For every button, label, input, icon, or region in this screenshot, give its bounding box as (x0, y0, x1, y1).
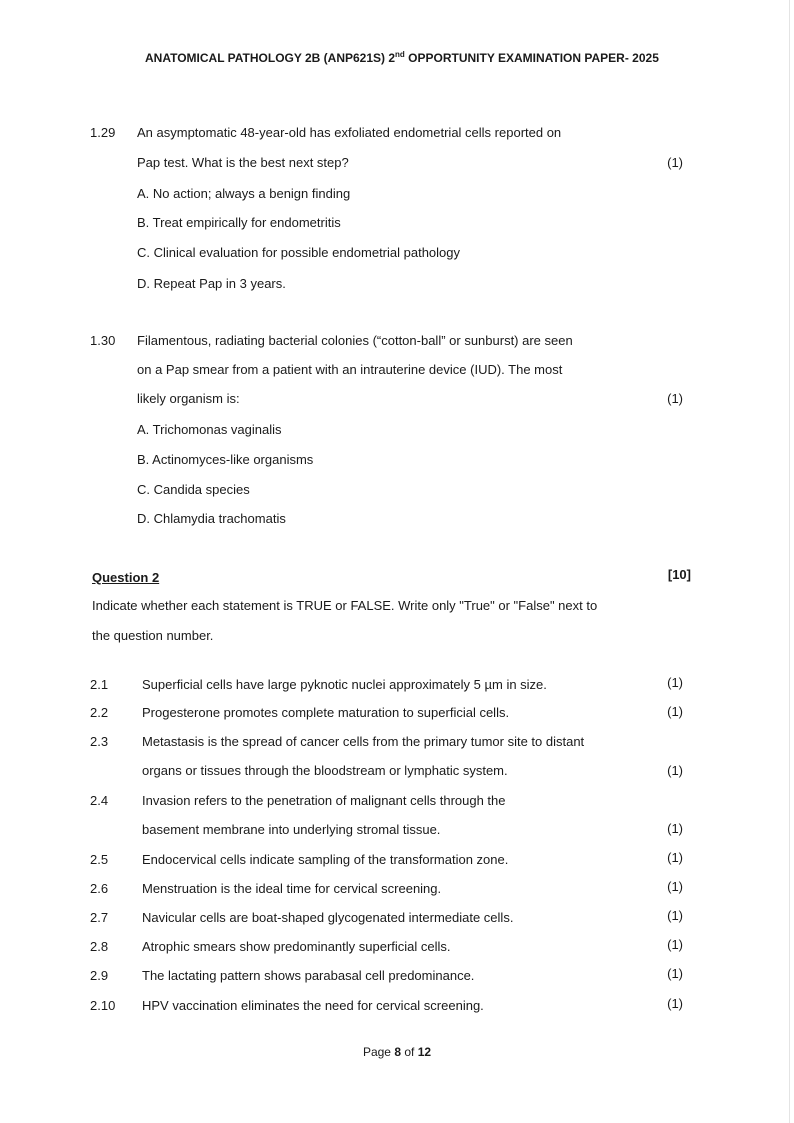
item-number: 2.3 (90, 734, 109, 749)
item-number: 2.9 (90, 968, 109, 983)
item-mark: (1) (667, 850, 683, 865)
question-mark: (1) (667, 155, 683, 170)
item-text: Navicular cells are boat-shaped glycogenated intermediate cells. (142, 910, 514, 925)
item-mark: (1) (667, 763, 683, 778)
section-title: Question 2 (92, 570, 160, 585)
item-text: basement membrane into underlying stromal tissue. (142, 822, 441, 837)
header-sup: nd (395, 50, 405, 59)
question-number: 1.30 (90, 333, 116, 348)
item-text: Atrophic smears show predominantly superficial cells. (142, 939, 451, 954)
item-text: Endocervical cells indicate sampling of the transformation zone. (142, 852, 509, 867)
item-text: organs or tissues through the bloodstream or lymphatic system. (142, 763, 508, 778)
option: D. Chlamydia trachomatis (137, 511, 286, 526)
question-text: Pap test. What is the best next step? (137, 155, 349, 170)
item-text: Metastasis is the spread of cancer cells from the primary tumor site to distant (142, 734, 585, 749)
section-total: [10] (667, 567, 691, 582)
item-number: 2.10 (90, 998, 116, 1013)
option: C. Candida species (137, 482, 250, 497)
question-number: 1.29 (90, 125, 116, 140)
footer-text: Page (362, 1045, 395, 1059)
question-text: Filamentous, radiating bacterial colonies (“cotton-ball” or sunburst) are seen (137, 333, 573, 348)
option: A. No action; always a benign finding (137, 186, 351, 201)
item-text: Progesterone promotes complete maturation to superficial cells. (142, 705, 510, 720)
item-mark: (1) (667, 704, 683, 719)
item-text: Invasion refers to the penetration of malignant cells through the (142, 793, 506, 808)
item-text: Menstruation is the ideal time for cervical screening. (142, 881, 442, 896)
item-mark: (1) (667, 908, 683, 923)
option: C. Clinical evaluation for possible endometrial pathology (137, 245, 461, 260)
question-text: likely organism is: (137, 391, 240, 406)
option: B. Treat empirically for endometritis (137, 215, 341, 230)
scan-edge (789, 0, 790, 1123)
item-number: 2.7 (90, 910, 109, 925)
item-mark: (1) (667, 937, 683, 952)
instructions: the question number. (92, 628, 214, 643)
page-total: 12 (417, 1045, 432, 1059)
option: D. Repeat Pap in 3 years. (137, 276, 286, 291)
item-mark: (1) (667, 879, 683, 894)
item-text: HPV vaccination eliminates the need for cervical screening. (142, 998, 484, 1013)
item-mark: (1) (667, 966, 683, 981)
item-mark: (1) (667, 996, 683, 1011)
item-number: 2.1 (90, 677, 109, 692)
item-text: Superficial cells have large pyknotic nuclei approximately 5 µm in size. (142, 677, 547, 692)
question-text: on a Pap smear from a patient with an intrauterine device (IUD). The most (137, 362, 563, 377)
item-number: 2.8 (90, 939, 109, 954)
header-text: ANATOMICAL PATHOLOGY 2B (ANP621S) 2 (145, 51, 396, 65)
page-number: 8 (394, 1045, 401, 1059)
footer-text: of (401, 1045, 418, 1059)
page-footer (0, 1043, 794, 1061)
item-number: 2.4 (90, 793, 109, 808)
item-text: The lactating pattern shows parabasal cell predominance. (142, 968, 475, 983)
option: A. Trichomonas vaginalis (137, 422, 282, 437)
option: B. Actinomyces-like organisms (137, 452, 314, 467)
item-mark: (1) (667, 821, 683, 836)
question-text: An asymptomatic 48-year-old has exfoliated endometrial cells reported on (137, 125, 562, 140)
page-header (145, 46, 659, 67)
item-mark: (1) (667, 675, 683, 690)
item-number: 2.5 (90, 852, 109, 867)
item-number: 2.2 (90, 705, 109, 720)
item-number: 2.6 (90, 881, 109, 896)
question-mark: (1) (667, 391, 683, 406)
header-text-end: OPPORTUNITY EXAMINATION PAPER- 2025 (404, 51, 659, 65)
instructions: Indicate whether each statement is TRUE or FALSE. Write only "True" or "False" next to (92, 598, 598, 613)
